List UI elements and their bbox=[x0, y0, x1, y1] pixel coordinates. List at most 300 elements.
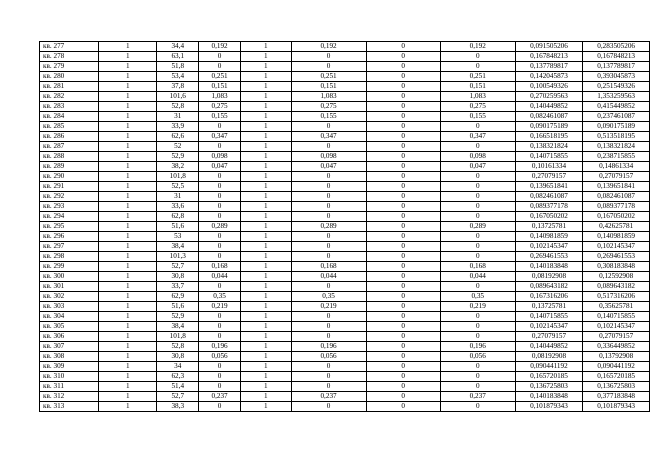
value-cell: 0 bbox=[199, 122, 241, 132]
value-cell: 0,308183848 bbox=[583, 262, 650, 272]
value-cell: 1 bbox=[240, 392, 291, 402]
value-cell: 30,8 bbox=[157, 272, 199, 282]
value-cell: 0 bbox=[291, 402, 366, 412]
apartment-cell: кв. 301 bbox=[40, 282, 99, 292]
value-cell: 0,270259563 bbox=[515, 92, 583, 102]
value-cell: 0 bbox=[366, 212, 440, 222]
value-cell: 0 bbox=[291, 332, 366, 342]
table-row bbox=[40, 92, 650, 102]
value-cell: 0 bbox=[440, 322, 515, 332]
value-cell: 53 bbox=[157, 232, 199, 242]
value-cell: 1 bbox=[99, 222, 157, 232]
value-cell: 1 bbox=[240, 102, 291, 112]
table-row bbox=[40, 252, 650, 262]
value-cell: 52,7 bbox=[157, 262, 199, 272]
value-cell: 1 bbox=[240, 162, 291, 172]
value-cell: 1 bbox=[99, 352, 157, 362]
table-row bbox=[40, 192, 650, 202]
table-row bbox=[40, 82, 650, 92]
value-cell: 0,168 bbox=[291, 262, 366, 272]
value-cell: 1 bbox=[99, 372, 157, 382]
value-cell: 53,4 bbox=[157, 72, 199, 82]
value-cell: 0 bbox=[440, 172, 515, 182]
value-cell: 0,13792908 bbox=[583, 352, 650, 362]
value-cell: 0,237461087 bbox=[583, 112, 650, 122]
value-cell: 0,098 bbox=[440, 152, 515, 162]
value-cell: 0,27079157 bbox=[515, 332, 583, 342]
value-cell: 0 bbox=[440, 252, 515, 262]
value-cell: 0,098 bbox=[291, 152, 366, 162]
value-cell: 0 bbox=[199, 182, 241, 192]
value-cell: 1 bbox=[240, 262, 291, 272]
value-cell: 0,090441192 bbox=[515, 362, 583, 372]
value-cell: 0,101879343 bbox=[583, 402, 650, 412]
table-row bbox=[40, 102, 650, 112]
value-cell: 0,347 bbox=[291, 132, 366, 142]
table-row bbox=[40, 122, 650, 132]
value-cell: 1 bbox=[240, 72, 291, 82]
value-cell: 0 bbox=[440, 282, 515, 292]
value-cell: 1 bbox=[240, 252, 291, 262]
value-cell: 0 bbox=[366, 182, 440, 192]
value-cell: 101,8 bbox=[157, 332, 199, 342]
value-cell: 1 bbox=[99, 302, 157, 312]
value-cell: 101,3 bbox=[157, 252, 199, 262]
value-cell: 1 bbox=[240, 382, 291, 392]
value-cell: 0 bbox=[199, 282, 241, 292]
value-cell: 0,155 bbox=[199, 112, 241, 122]
value-cell: 1 bbox=[99, 312, 157, 322]
value-cell: 1,353259563 bbox=[583, 92, 650, 102]
apartment-cell: кв. 312 bbox=[40, 392, 99, 402]
value-cell: 0,138321824 bbox=[583, 142, 650, 152]
value-cell: 34 bbox=[157, 362, 199, 372]
value-cell: 0 bbox=[291, 312, 366, 322]
value-cell: 0,251 bbox=[291, 72, 366, 82]
table-row bbox=[40, 182, 650, 192]
value-cell: 0,35625781 bbox=[583, 302, 650, 312]
value-cell: 0,275 bbox=[199, 102, 241, 112]
value-cell: 0 bbox=[291, 212, 366, 222]
value-cell: 0,047 bbox=[199, 162, 241, 172]
value-cell: 0 bbox=[366, 52, 440, 62]
apartment-cell: кв. 277 bbox=[40, 42, 99, 52]
value-cell: 0,196 bbox=[440, 342, 515, 352]
value-cell: 1 bbox=[240, 192, 291, 202]
value-cell: 1 bbox=[240, 362, 291, 372]
value-cell: 0,517316206 bbox=[583, 292, 650, 302]
value-cell: 1 bbox=[99, 132, 157, 142]
value-cell: 0,13725781 bbox=[515, 222, 583, 232]
value-cell: 0 bbox=[199, 242, 241, 252]
value-cell: 0 bbox=[199, 172, 241, 182]
value-cell: 62,9 bbox=[157, 292, 199, 302]
apartment-cell: кв. 311 bbox=[40, 382, 99, 392]
value-cell: 0,056 bbox=[440, 352, 515, 362]
value-cell: 0 bbox=[199, 62, 241, 72]
value-cell: 1 bbox=[99, 42, 157, 52]
value-cell: 0,101879343 bbox=[515, 402, 583, 412]
value-cell: 0,237 bbox=[199, 392, 241, 402]
value-cell: 0,089377178 bbox=[515, 202, 583, 212]
value-cell: 0 bbox=[291, 172, 366, 182]
table-row bbox=[40, 242, 650, 252]
value-cell: 0 bbox=[366, 122, 440, 132]
value-cell: 0 bbox=[199, 332, 241, 342]
table-row bbox=[40, 232, 650, 242]
value-cell: 0 bbox=[291, 52, 366, 62]
value-cell: 0 bbox=[440, 202, 515, 212]
value-cell: 0,192 bbox=[199, 42, 241, 52]
value-cell: 0 bbox=[440, 122, 515, 132]
value-cell: 0 bbox=[440, 52, 515, 62]
value-cell: 0 bbox=[291, 202, 366, 212]
value-cell: 0 bbox=[366, 282, 440, 292]
value-cell: 0 bbox=[291, 62, 366, 72]
value-cell: 0 bbox=[440, 372, 515, 382]
value-cell: 0,140981859 bbox=[583, 232, 650, 242]
value-cell: 0,056 bbox=[199, 352, 241, 362]
value-cell: 0,151 bbox=[291, 82, 366, 92]
value-cell: 0,168 bbox=[199, 262, 241, 272]
table-row bbox=[40, 372, 650, 382]
value-cell: 0 bbox=[291, 142, 366, 152]
value-cell: 1 bbox=[99, 212, 157, 222]
value-cell: 0,140183848 bbox=[515, 392, 583, 402]
value-cell: 0,140183848 bbox=[515, 262, 583, 272]
value-cell: 33,9 bbox=[157, 122, 199, 132]
value-cell: 0,100549326 bbox=[515, 82, 583, 92]
value-cell: 0,167050202 bbox=[515, 212, 583, 222]
value-cell: 0 bbox=[366, 292, 440, 302]
table-row bbox=[40, 222, 650, 232]
value-cell: 1 bbox=[99, 322, 157, 332]
value-cell: 0,165720185 bbox=[515, 372, 583, 382]
value-cell: 62,3 bbox=[157, 372, 199, 382]
value-cell: 1 bbox=[99, 142, 157, 152]
value-cell: 0,082461087 bbox=[515, 192, 583, 202]
value-cell: 1 bbox=[99, 232, 157, 242]
value-cell: 1,083 bbox=[199, 92, 241, 102]
value-cell: 1 bbox=[240, 352, 291, 362]
value-cell: 0,168 bbox=[440, 262, 515, 272]
apartment-cell: кв. 288 bbox=[40, 152, 99, 162]
value-cell: 0,137789817 bbox=[583, 62, 650, 72]
table-row bbox=[40, 162, 650, 172]
value-cell: 0 bbox=[366, 382, 440, 392]
value-cell: 1 bbox=[240, 172, 291, 182]
value-cell: 0,090441192 bbox=[583, 362, 650, 372]
value-cell: 0,102145347 bbox=[583, 242, 650, 252]
apartment-cell: кв. 294 bbox=[40, 212, 99, 222]
value-cell: 0 bbox=[440, 212, 515, 222]
value-cell: 0,377183848 bbox=[583, 392, 650, 402]
value-cell: 0,192 bbox=[440, 42, 515, 52]
value-cell: 31 bbox=[157, 112, 199, 122]
apartment-cell: кв. 299 bbox=[40, 262, 99, 272]
apartment-cell: кв. 278 bbox=[40, 52, 99, 62]
value-cell: 0 bbox=[366, 62, 440, 72]
value-cell: 0,196 bbox=[199, 342, 241, 352]
apartment-cell: кв. 289 bbox=[40, 162, 99, 172]
value-cell: 0,415449852 bbox=[583, 102, 650, 112]
value-cell: 1 bbox=[99, 62, 157, 72]
value-cell: 1 bbox=[240, 402, 291, 412]
value-cell: 0,082461087 bbox=[583, 192, 650, 202]
value-cell: 0 bbox=[291, 242, 366, 252]
value-cell: 1 bbox=[240, 302, 291, 312]
value-cell: 0,139651841 bbox=[583, 182, 650, 192]
value-cell: 1 bbox=[240, 272, 291, 282]
value-cell: 0,251 bbox=[199, 72, 241, 82]
value-cell: 0 bbox=[199, 252, 241, 262]
value-cell: 0,219 bbox=[440, 302, 515, 312]
value-cell: 0 bbox=[291, 122, 366, 132]
value-cell: 0,140715855 bbox=[583, 312, 650, 322]
value-cell: 52,9 bbox=[157, 312, 199, 322]
value-cell: 1,083 bbox=[291, 92, 366, 102]
value-cell: 1 bbox=[240, 202, 291, 212]
value-cell: 0,35 bbox=[199, 292, 241, 302]
apartment-cell: кв. 310 bbox=[40, 372, 99, 382]
value-cell: 1 bbox=[99, 92, 157, 102]
value-cell: 0,283505206 bbox=[583, 42, 650, 52]
value-cell: 1,083 bbox=[440, 92, 515, 102]
value-cell: 1 bbox=[99, 192, 157, 202]
value-cell: 0,056 bbox=[291, 352, 366, 362]
value-cell: 0,136725803 bbox=[515, 382, 583, 392]
value-cell: 0 bbox=[199, 322, 241, 332]
value-cell: 0,513518195 bbox=[583, 132, 650, 142]
value-cell: 1 bbox=[240, 242, 291, 252]
value-cell: 1 bbox=[99, 242, 157, 252]
value-cell: 1 bbox=[99, 152, 157, 162]
value-cell: 0 bbox=[366, 152, 440, 162]
value-cell: 1 bbox=[99, 72, 157, 82]
value-cell: 1 bbox=[99, 382, 157, 392]
value-cell: 0,35 bbox=[440, 292, 515, 302]
apartment-cell: кв. 291 bbox=[40, 182, 99, 192]
value-cell: 0,237 bbox=[440, 392, 515, 402]
value-cell: 0,140715855 bbox=[515, 312, 583, 322]
value-cell: 1 bbox=[99, 272, 157, 282]
value-cell: 0,347 bbox=[440, 132, 515, 142]
value-cell: 0,08192908 bbox=[515, 352, 583, 362]
value-cell: 0,42625781 bbox=[583, 222, 650, 232]
value-cell: 1 bbox=[99, 292, 157, 302]
value-cell: 0,27079157 bbox=[583, 332, 650, 342]
value-cell: 1 bbox=[99, 172, 157, 182]
value-cell: 1 bbox=[99, 342, 157, 352]
value-cell: 0 bbox=[440, 402, 515, 412]
value-cell: 1 bbox=[240, 52, 291, 62]
value-cell: 0,196 bbox=[291, 342, 366, 352]
value-cell: 33,7 bbox=[157, 282, 199, 292]
value-cell: 0 bbox=[366, 402, 440, 412]
table-row bbox=[40, 352, 650, 362]
value-cell: 1 bbox=[240, 82, 291, 92]
value-cell: 0 bbox=[366, 362, 440, 372]
apartment-cell: кв. 292 bbox=[40, 192, 99, 202]
value-cell: 0 bbox=[440, 232, 515, 242]
apartment-cell: кв. 284 bbox=[40, 112, 99, 122]
value-cell: 0,275 bbox=[440, 102, 515, 112]
table-row bbox=[40, 272, 650, 282]
value-cell: 1 bbox=[240, 312, 291, 322]
value-cell: 0,138321824 bbox=[515, 142, 583, 152]
value-cell: 52,5 bbox=[157, 182, 199, 192]
table-row bbox=[40, 312, 650, 322]
apartment-cell: кв. 279 bbox=[40, 62, 99, 72]
table-row bbox=[40, 202, 650, 212]
table-row bbox=[40, 172, 650, 182]
value-cell: 0 bbox=[366, 322, 440, 332]
value-cell: 0 bbox=[291, 362, 366, 372]
value-cell: 0 bbox=[366, 162, 440, 172]
value-cell: 0 bbox=[291, 282, 366, 292]
apartment-cell: кв. 285 bbox=[40, 122, 99, 132]
value-cell: 52,8 bbox=[157, 102, 199, 112]
value-cell: 1 bbox=[99, 162, 157, 172]
apartment-cell: кв. 302 bbox=[40, 292, 99, 302]
value-cell: 0,140981859 bbox=[515, 232, 583, 242]
value-cell: 0,12592908 bbox=[583, 272, 650, 282]
value-cell: 38,2 bbox=[157, 162, 199, 172]
value-cell: 0 bbox=[366, 372, 440, 382]
value-cell: 38,4 bbox=[157, 322, 199, 332]
value-cell: 0 bbox=[366, 392, 440, 402]
value-cell: 1 bbox=[99, 392, 157, 402]
value-cell: 1 bbox=[99, 252, 157, 262]
apartment-cell: кв. 295 bbox=[40, 222, 99, 232]
value-cell: 0,269461553 bbox=[515, 252, 583, 262]
value-cell: 0 bbox=[366, 72, 440, 82]
apartment-cell: кв. 308 bbox=[40, 352, 99, 362]
value-cell: 1 bbox=[240, 62, 291, 72]
value-cell: 0,237 bbox=[291, 392, 366, 402]
value-cell: 0 bbox=[199, 202, 241, 212]
table-row bbox=[40, 212, 650, 222]
table-body bbox=[40, 42, 650, 412]
value-cell: 63,1 bbox=[157, 52, 199, 62]
value-cell: 0 bbox=[366, 332, 440, 342]
apartment-cell: кв. 280 bbox=[40, 72, 99, 82]
value-cell: 0,082461087 bbox=[515, 112, 583, 122]
value-cell: 0 bbox=[291, 382, 366, 392]
value-cell: 0,151 bbox=[440, 82, 515, 92]
apartment-cell: кв. 282 bbox=[40, 92, 99, 102]
value-cell: 0,142045873 bbox=[515, 72, 583, 82]
table-row bbox=[40, 132, 650, 142]
value-cell: 0 bbox=[199, 402, 241, 412]
value-cell: 0 bbox=[366, 272, 440, 282]
value-cell: 0 bbox=[366, 242, 440, 252]
value-cell: 0 bbox=[366, 112, 440, 122]
value-cell: 0 bbox=[366, 82, 440, 92]
value-cell: 0 bbox=[366, 92, 440, 102]
table-row bbox=[40, 342, 650, 352]
value-cell: 0,251 bbox=[440, 72, 515, 82]
value-cell: 38,4 bbox=[157, 242, 199, 252]
apartment-cell: кв. 290 bbox=[40, 172, 99, 182]
value-cell: 0,102145347 bbox=[583, 322, 650, 332]
table-row bbox=[40, 152, 650, 162]
value-cell: 0,35 bbox=[291, 292, 366, 302]
value-cell: 1 bbox=[240, 42, 291, 52]
value-cell: 0 bbox=[291, 192, 366, 202]
value-cell: 0,091505206 bbox=[515, 42, 583, 52]
value-cell: 0 bbox=[366, 222, 440, 232]
apartment-cell: кв. 283 bbox=[40, 102, 99, 112]
value-cell: 0,155 bbox=[440, 112, 515, 122]
apartment-cell: кв. 293 bbox=[40, 202, 99, 212]
table-row bbox=[40, 302, 650, 312]
value-cell: 51,8 bbox=[157, 62, 199, 72]
value-cell: 0 bbox=[440, 142, 515, 152]
value-cell: 0,167848213 bbox=[515, 52, 583, 62]
value-cell: 0 bbox=[366, 252, 440, 262]
table-row bbox=[40, 282, 650, 292]
value-cell: 1 bbox=[240, 332, 291, 342]
apartment-cell: кв. 296 bbox=[40, 232, 99, 242]
value-cell: 0 bbox=[366, 302, 440, 312]
value-cell: 0,393045873 bbox=[583, 72, 650, 82]
value-cell: 0 bbox=[199, 232, 241, 242]
value-cell: 0,044 bbox=[440, 272, 515, 282]
value-cell: 0 bbox=[291, 252, 366, 262]
value-cell: 0,167316206 bbox=[515, 292, 583, 302]
value-cell: 0,102145347 bbox=[515, 322, 583, 332]
table-row bbox=[40, 142, 650, 152]
value-cell: 0,140449852 bbox=[515, 102, 583, 112]
apartment-cell: кв. 281 bbox=[40, 82, 99, 92]
value-cell: 1 bbox=[240, 142, 291, 152]
value-cell: 62,8 bbox=[157, 212, 199, 222]
value-cell: 0,047 bbox=[291, 162, 366, 172]
value-cell: 0,166518195 bbox=[515, 132, 583, 142]
value-cell: 1 bbox=[240, 112, 291, 122]
value-cell: 0,089643182 bbox=[515, 282, 583, 292]
value-cell: 0,336449852 bbox=[583, 342, 650, 352]
value-cell: 1 bbox=[240, 132, 291, 142]
value-cell: 101,6 bbox=[157, 92, 199, 102]
value-cell: 0,089643182 bbox=[583, 282, 650, 292]
value-cell: 0 bbox=[440, 242, 515, 252]
value-cell: 0,165720185 bbox=[583, 372, 650, 382]
value-cell: 0 bbox=[199, 372, 241, 382]
table-row bbox=[40, 72, 650, 82]
value-cell: 30,8 bbox=[157, 352, 199, 362]
value-cell: 1 bbox=[240, 92, 291, 102]
value-cell: 0 bbox=[366, 232, 440, 242]
value-cell: 33,6 bbox=[157, 202, 199, 212]
value-cell: 0 bbox=[291, 182, 366, 192]
value-cell: 52,7 bbox=[157, 392, 199, 402]
value-cell: 0 bbox=[366, 352, 440, 362]
table-row bbox=[40, 362, 650, 372]
value-cell: 0,347 bbox=[199, 132, 241, 142]
table-row bbox=[40, 402, 650, 412]
value-cell: 34,4 bbox=[157, 42, 199, 52]
value-cell: 0,136725803 bbox=[583, 382, 650, 392]
value-cell: 0,089377178 bbox=[583, 202, 650, 212]
value-cell: 0,219 bbox=[199, 302, 241, 312]
value-cell: 0,151 bbox=[199, 82, 241, 92]
value-cell: 0,192 bbox=[291, 42, 366, 52]
value-cell: 1 bbox=[240, 292, 291, 302]
value-cell: 1 bbox=[240, 122, 291, 132]
value-cell: 38,3 bbox=[157, 402, 199, 412]
